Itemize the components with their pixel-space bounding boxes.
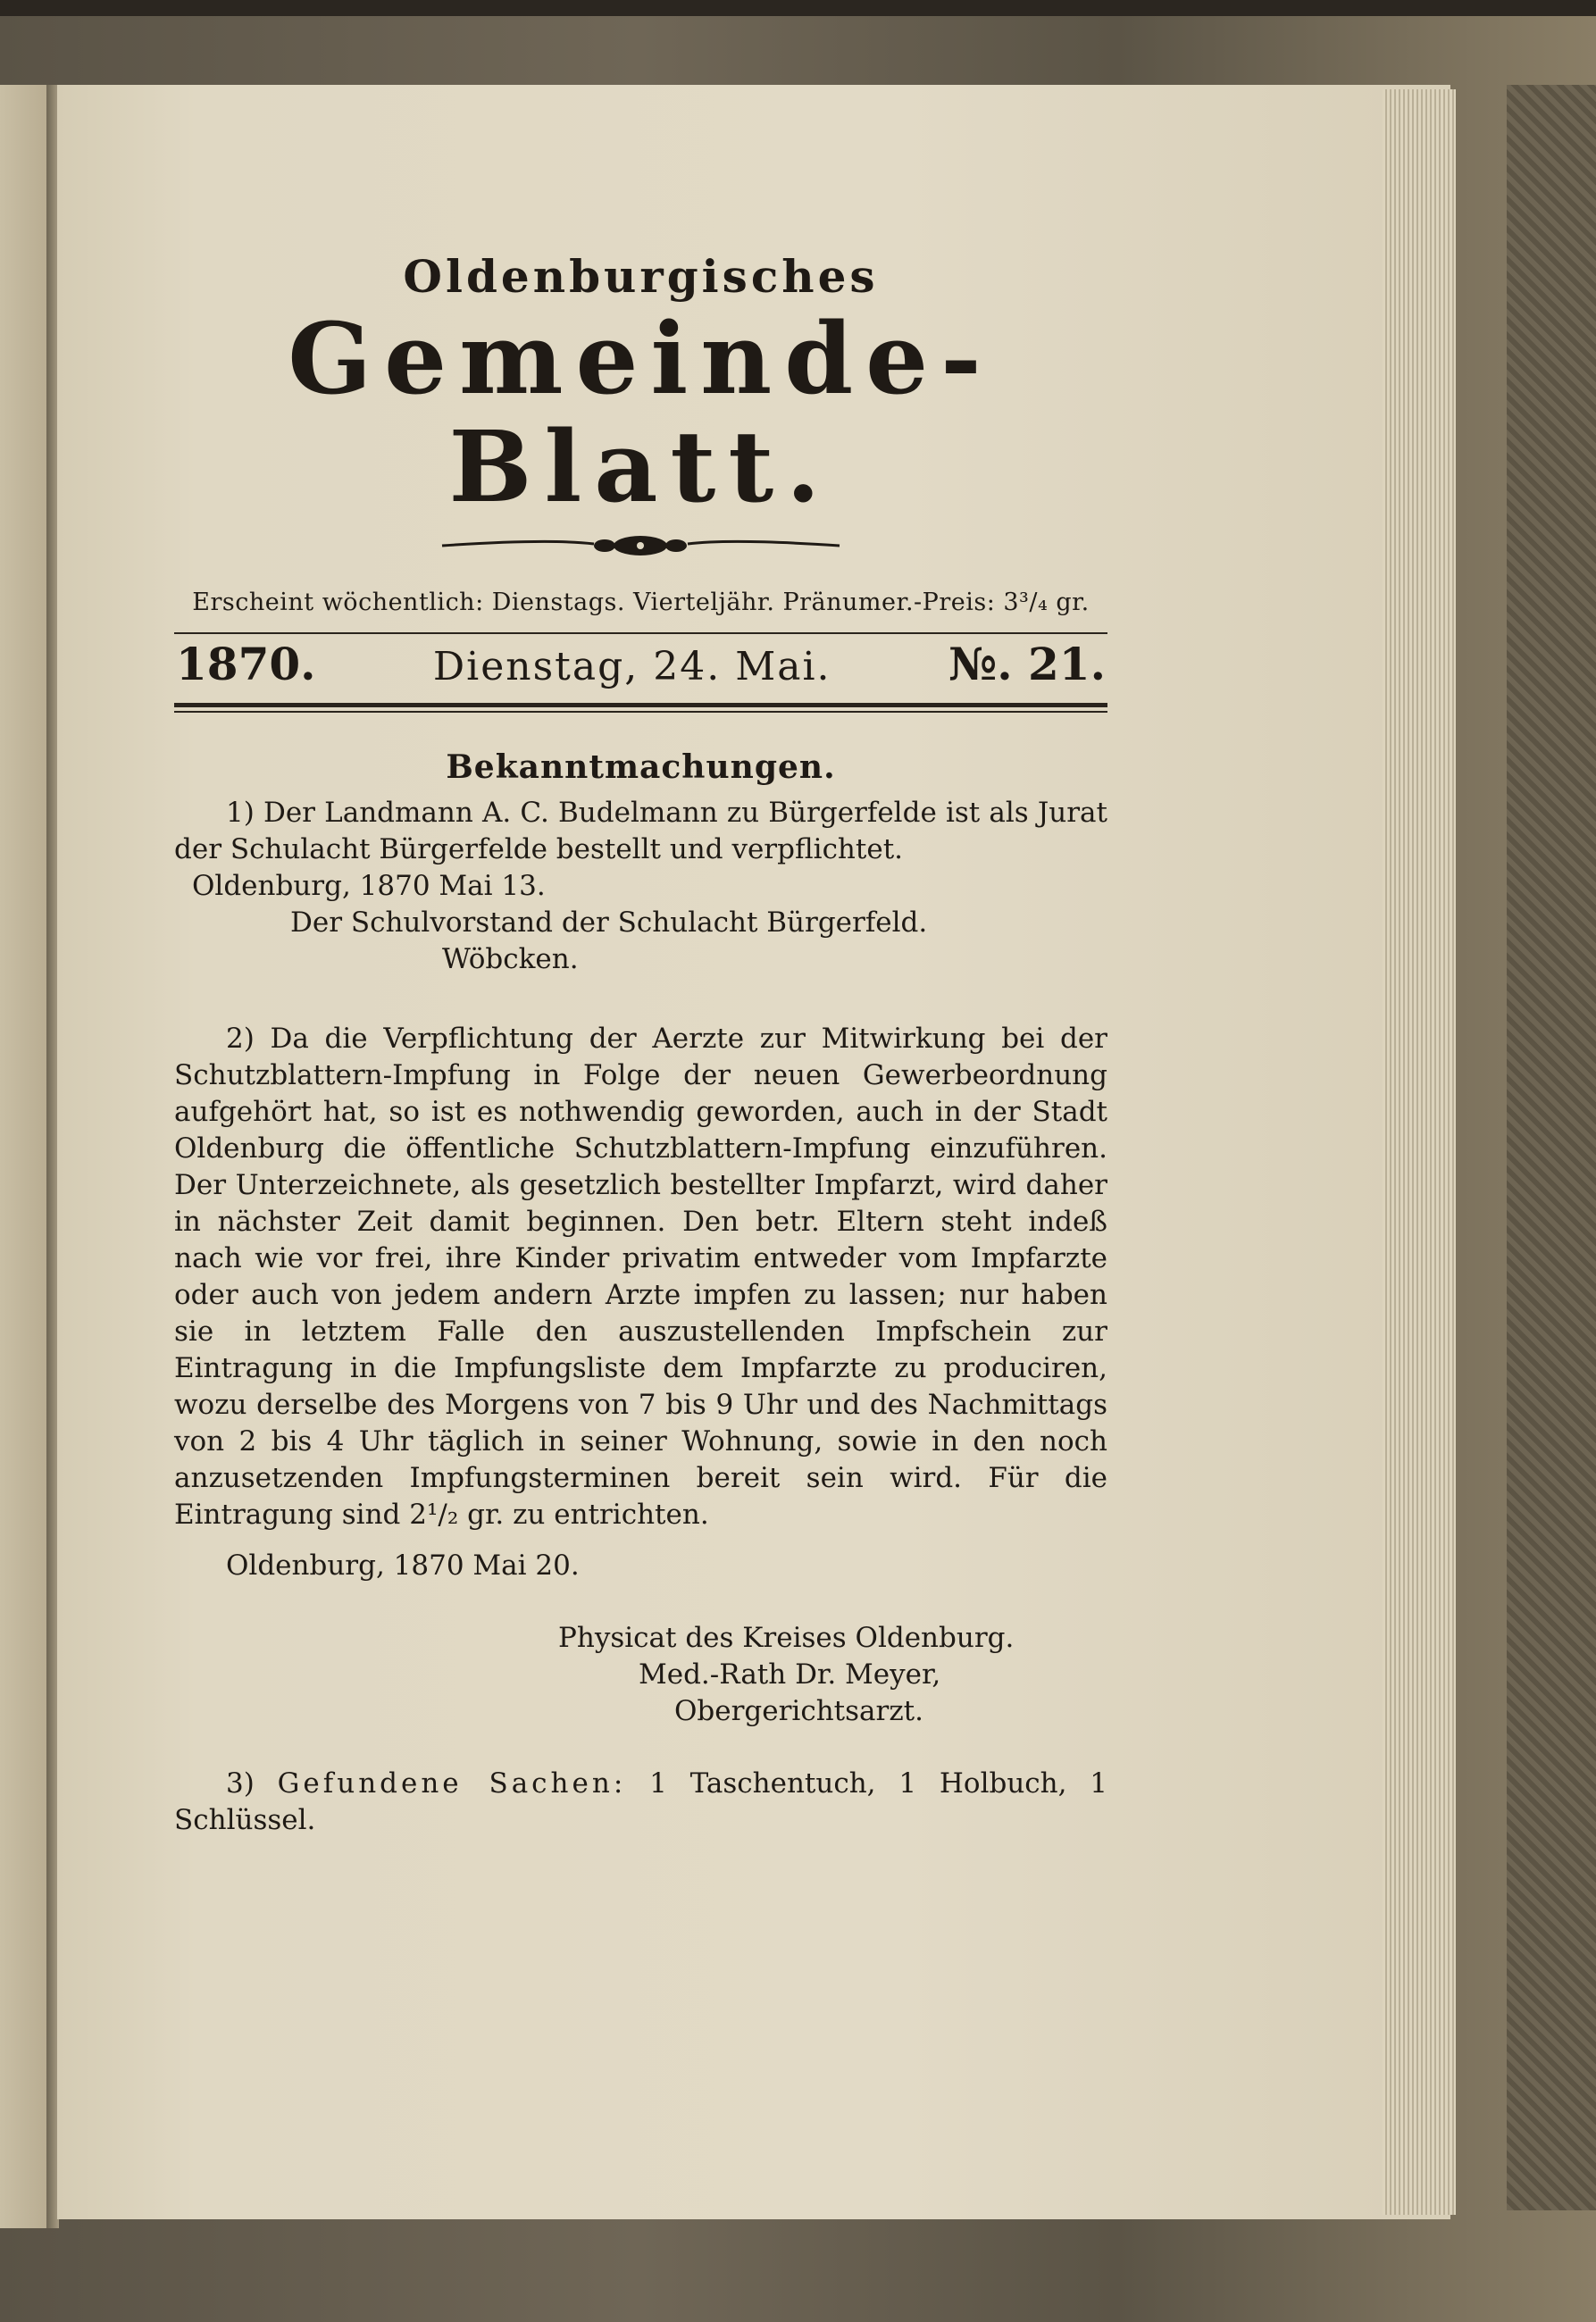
page-edges bbox=[1383, 89, 1456, 2215]
page-content bbox=[174, 241, 1107, 1839]
section-heading: Bekanntmachungen. bbox=[446, 748, 836, 786]
issue-year: 1870. bbox=[176, 638, 316, 690]
notice-3 bbox=[174, 1766, 1107, 1839]
ornament-divider bbox=[174, 526, 1107, 565]
issue-number: №. 21. bbox=[948, 638, 1106, 690]
notice-2-text: 2) Da die Verpflichtung der Aerzte zur Mitwirkung bei der Schutzblattern-Impfung in Folge der neuen Gewerbeordnung aufgehört hat, so ist es nothwendig geworden, auch in der Stadt Oldenburg die öffentliche Schutzblattern-Impfung einzuführen. Der Unterzeichnete, als gesetzlich bestellter Impfarzt, wird daher in nächster Zeit damit beginnen. Den betr. Eltern steht indeß nach wie vor frei, ihre Kinder privatim entweder vom Impfarzte oder auch von jedem andern Arzte impfen zu lassen; nur haben sie in letztem Falle den auszustellenden Impfschein zur Eintragung in die Impfungsliste dem Impfarzte zu produciren, wozu derselbe des Morgens von 7 bis 9 Uhr und des Nachmittags von 2 bis 4 Uhr täglich in seiner Wohnung, sowie in den noch anzusetzenden Impfungsterminen bereit sein wird. Für die Eintragung sind 2¹/₂ gr. zu entrichten. bbox=[174, 1023, 1107, 1531]
notice-2-sig-name: Med.-Rath Dr. Meyer, bbox=[639, 1658, 941, 1691]
notice-3-label: Gefundene Sachen: bbox=[277, 1767, 627, 1800]
notice-1-signer: Der Schulvorstand der Schulacht Bürgerfeld. bbox=[290, 906, 928, 939]
notice-2-sig-office: Physicat des Kreises Oldenburg. bbox=[558, 1622, 1015, 1654]
notice-2-sig-title: Obergerichtsarzt. bbox=[674, 1695, 923, 1727]
left-page-edge bbox=[0, 85, 46, 2228]
notice-3-number: 3) bbox=[226, 1767, 255, 1800]
notice-3-items: 1 Taschentuch, 1 Holbuch, 1 Schlüssel. bbox=[174, 1767, 1108, 1836]
notice-1-date: Oldenburg, 1870 Mai 13. bbox=[192, 870, 546, 902]
rule bbox=[174, 632, 1107, 634]
notice-1-text: 1) Der Landmann A. C. Budelmann zu Bürgerfelde ist als Jurat der Schulacht Bürgerfelde bestellt und verpflichtet. bbox=[174, 797, 1107, 865]
cover-cloth-edge bbox=[1507, 85, 1596, 2210]
masthead-title-large: Gemeinde-Blatt. bbox=[288, 301, 994, 524]
issue-date: Dienstag, 24. Mai. bbox=[432, 644, 831, 689]
dateline bbox=[174, 638, 1107, 690]
notice-2-date: Oldenburg, 1870 Mai 20. bbox=[226, 1549, 580, 1582]
notice-1-name: Wöbcken. bbox=[442, 943, 579, 975]
masthead-title-small: Oldenburgisches bbox=[403, 250, 879, 303]
rule-thin bbox=[174, 711, 1107, 713]
publication-info: Erscheint wöchentlich: Dienstags. Vierteljähr. Pränumer.-Preis: 3³/₄ gr. bbox=[192, 589, 1090, 616]
rule-thick bbox=[174, 703, 1107, 707]
ornament-icon bbox=[174, 526, 1107, 565]
